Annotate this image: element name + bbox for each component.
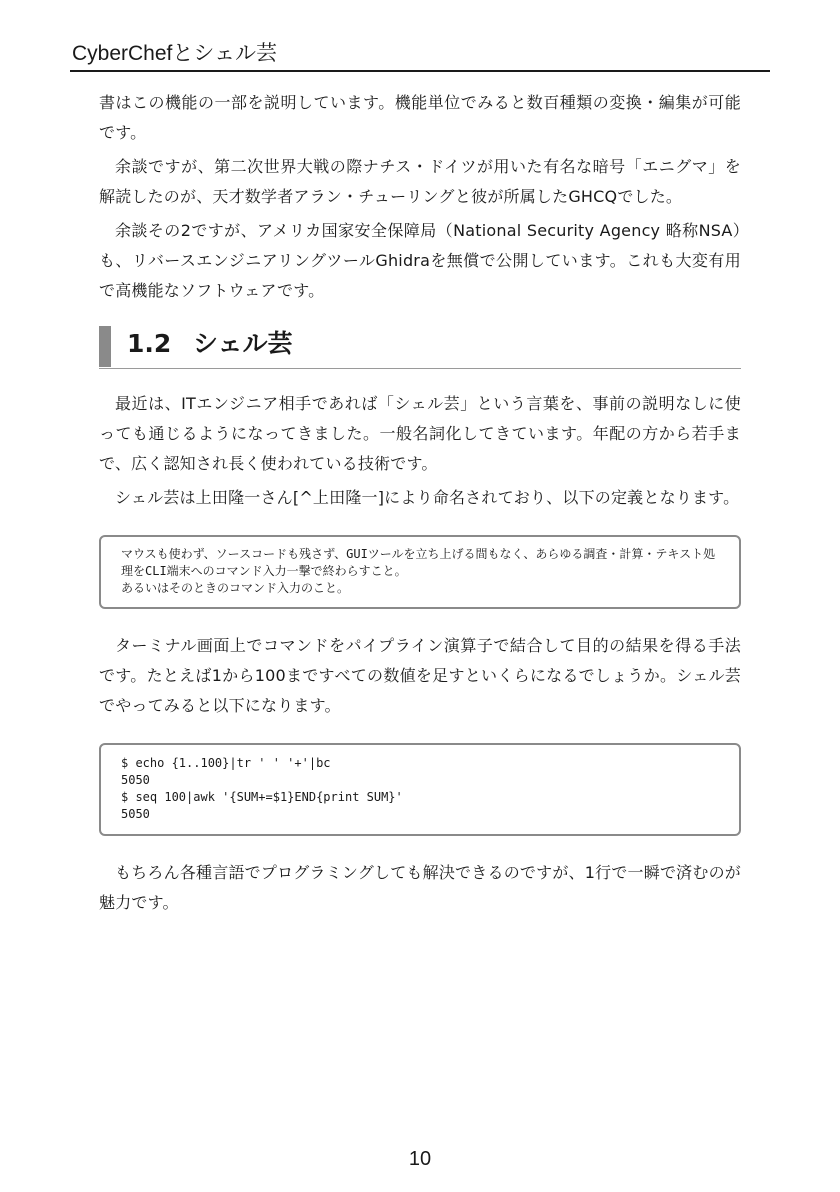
section-heading xyxy=(99,326,741,369)
definition-box xyxy=(99,535,741,609)
intro-paragraph-2: 余談ですが、第二次世界大戦の際ナチス・ドイツが用いた有名な暗号「エニグマ」を解読したのが、天才数学者アラン・チューリングと彼が所属したGHCQでした。 xyxy=(99,157,741,206)
page-number: 10 xyxy=(408,1148,432,1170)
section-heading-bar xyxy=(99,326,111,367)
code-line: $ seq 100|awk '{SUM+=$1}END{print SUM}' xyxy=(121,790,403,804)
section-paragraph-4: もちろん各種言語でプログラミングしても解決できるのですが、1行で一瞬で済むのが魅力です。 xyxy=(99,863,741,912)
section-number: 1.2 xyxy=(127,329,172,358)
header-rule xyxy=(70,70,770,72)
running-header: CyberChefとシェル芸 xyxy=(72,42,277,65)
code-line: $ echo {1..100}|tr ' ' '+'|bc xyxy=(121,756,331,770)
section-paragraph-1: 最近は、ITエンジニア相手であれば「シェル芸」という言葉を、事前の説明なしに使っても通じるようになってきました。一般名詞化してきています。年配の方から若手まで、広く認知され長く使われている技術です。 xyxy=(99,394,741,473)
page-body xyxy=(99,88,741,922)
code-block xyxy=(99,743,741,836)
intro-paragraph-3: 余談その2ですが、アメリカ国家安全保障局（National Security Agency 略称NSA）も、リバースエンジニアリングツールGhidraを無償で公開しています。これも大変有用で高機能なソフトウェアです。 xyxy=(99,221,741,300)
section-paragraph-3: ターミナル画面上でコマンドをパイプライン演算子で結合して目的の結果を得る手法です。たとえば1から100まですべての数値を足すといくらになるでしょうか。シェル芸でやってみると以下になります。 xyxy=(99,636,741,715)
section-paragraph-2: シェル芸は上田隆一さん[^上田隆一]により命名されており、以下の定義となります。 xyxy=(115,488,740,507)
definition-line: マウスも使わず、ソースコードも残さず、GUIツールを立ち上げる間もなく、あらゆる調査・計算・テキスト処理をCLI端末へのコマンド入力一撃で終わらすこと。 xyxy=(121,547,716,578)
intro-paragraph-1: 書はこの機能の一部を説明しています。機能単位でみると数百種類の変換・編集が可能です。 xyxy=(99,93,741,142)
code-line: 5050 xyxy=(121,773,150,787)
code-line: 5050 xyxy=(121,807,150,821)
section-title: シェル芸 xyxy=(193,329,293,358)
definition-line: あるいはそのときのコマンド入力のこと。 xyxy=(121,581,350,595)
